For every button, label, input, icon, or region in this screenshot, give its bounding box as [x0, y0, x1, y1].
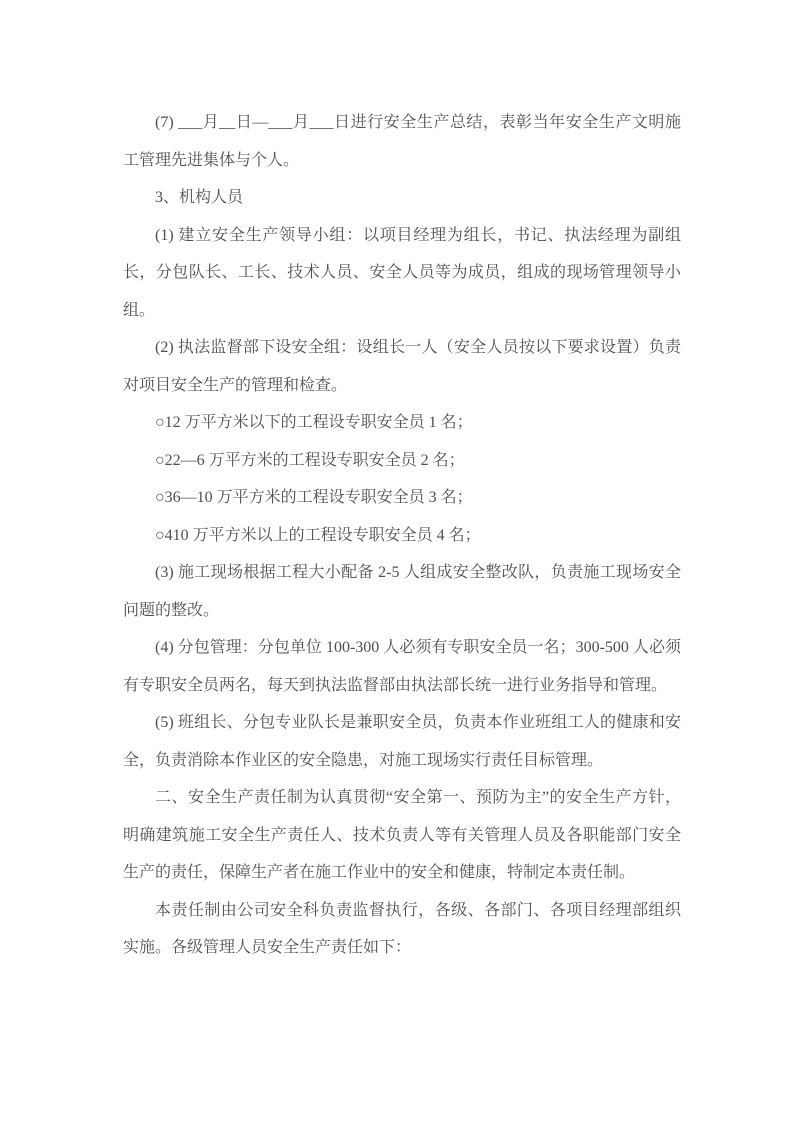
paragraph-5: ○12 万平方米以下的工程设专职安全员 1 名； — [155, 414, 473, 431]
paragraph-9: (3) 施工现场根据工程大小配备 2-5 人组成安全整改队，负责施工现场安全问题的整改。 — [123, 564, 681, 619]
paragraph-13: 本责任制由公司安全科负责监督执行，各级、各部门、各项目经理部组织实施。各级管理人员安全生产责任如下： — [123, 901, 681, 956]
paragraph-3: (1) 建立安全生产领导小组：以项目经理为组长，书记、执法经理为副组长，分包队长、工长、技术人员、安全人员等为成员，组成的现场管理领导小组。 — [123, 226, 681, 319]
paragraph-7: ○36—10 万平方米的工程设专职安全员 3 名； — [155, 489, 473, 506]
paragraph-10: (4) 分包管理：分包单位 100-300 人必须有专职安全员一名；300-500 人必须有专职安全员两名，每天到执法监督部由执法部长统一进行业务指导和管理。 — [123, 639, 681, 694]
paragraph-11: (5) 班组长、分包专业队长是兼职安全员，负责本作业班组工人的健康和安全，负责消除本作业区的安全隐患，对施工现场实行责任目标管理。 — [123, 714, 681, 769]
paragraph-12: 二、安全生产责任制为认真贯彻“安全第一、预防为主”的安全生产方针，明确建筑施工安全生产责任人、技术负责人等有关管理人员及各职能部门安全生产的责任，保障生产者在施工作业中的安全和健康，特制定本责任制。 — [123, 789, 681, 881]
document-body — [123, 104, 681, 967]
paragraph-1: (7) ___月__日—___月___日进行安全生产总结，表彰当年安全生产文明施工管理先进集体与个人。 — [123, 114, 681, 169]
paragraph-2: 3、机构人员 — [155, 189, 244, 206]
paragraph-4: (2) 执法监督部下设安全组：设组长一人（安全人员按以下要求设置）负责对项目安全生产的管理和检查。 — [123, 339, 681, 394]
paragraph-6: ○22—6 万平方米的工程设专职安全员 2 名； — [155, 451, 465, 469]
paragraph-8: ○410 万平方米以上的工程设专职安全员 4 名； — [155, 526, 481, 544]
